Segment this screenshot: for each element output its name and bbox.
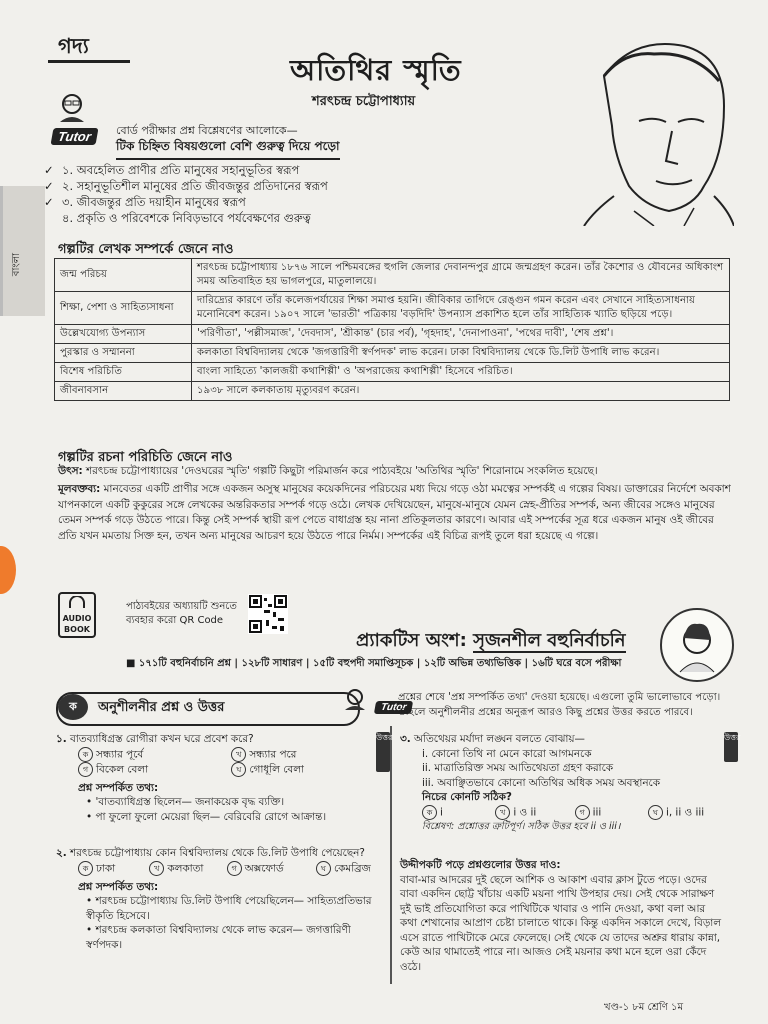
option[interactable]: গ বিকেল বেলা [78,762,228,777]
answer-tab: উত্তর [724,732,738,762]
option[interactable]: ঘ i, ii ও iii [648,805,704,820]
option[interactable]: ক i [422,805,492,820]
table-row: শিক্ষা, পেশা ও সাহিত্যসাধনা দারিদ্র্যের কারণে তাঁর কলেজপর্যায়ের শিক্ষা সমাপ্ত হয়নি। জীবিকার তাগিদে রেঙ্গুন গমন করেন এবং সেখানে সাহিত্যসাধনায় মনোনিবেশ করেন। ১৯০৭ সালে 'ভারতী' পত্রিকায় 'বড়দিদি' উপন্যাস প্রকাশিত হলে তাঁর সাহিত্যিক খ্যাতি ছড়িয়ে পড়ে। [55,292,730,325]
table-row: উল্লেখযোগ্য উপন্যাস 'পরিণীতা', 'পল্লীসমাজ', 'দেবদাস', 'শ্রীকান্ত' (চার পর্ব), 'গৃহদাহ', 'দেনাপাওনা', 'পথের দাবী', 'শেষ প্রশ্ন'। [55,325,730,344]
qr-code[interactable] [248,594,288,634]
source-paragraph: উৎস: শরৎচন্দ্র চট্টোপাধ্যায়ের 'দেওঘরের স্মৃতি' গল্পটি কিছুটা পরিমার্জন করে পাঠ্যবইয়ে 'অতিথির স্মৃতি' শিরোনামে সংকলিত হয়েছে। [58,465,598,477]
table-row: বিশেষ পরিচিতি বাংলা সাহিত্যে 'কালজয়ী কথাশিল্পী' ও 'অপরাজেয় কথাশিল্পী' হিসেবে পরিচিত। [55,363,730,382]
question-3: ৩. অতিথেয়র মর্যাদা লঙ্ঘন বলতে বোঝায়— i. কোনো তিথি না মেনে কারো আগমনকে ii. মাত্রাতিরিক্ত সময় আতিথেয়তা গ্রহণ করাকে iii. অবাঞ্ছিতভাবে কোনো অতিথির অধিক সময় অবস্থানকে নিচের কোনটি সঠিক? ক i খ i ও ii গ iii ঘ i, ii ও iii বিশ্লেষণ: প্রশ্নোত্তর ত্রুটিপূর্ণ। সঠিক উত্তর হবে ii ও iii। [400,732,716,834]
option[interactable]: খ i ও ii [495,805,571,820]
section-label: গদ্য [58,34,89,58]
author-info-table [54,258,730,401]
exercise-number-badge: ক [58,694,88,720]
table-row: পুরস্কার ও সম্মাননা কলকাতা বিশ্ববিদ্যালয় থেকে 'জগত্তারিণী স্বর্ণপদক' লাভ করেন। ঢাকা বিশ্ববিদ্যালয় থেকে ডি.লিট উপাধি লাভ করেন। [55,344,730,363]
option[interactable]: ঘ গোধূলি বেলা [231,762,304,777]
check-icon: ✓ [44,179,54,193]
headphones-icon [67,596,87,610]
checklist-item: ✓ ১. অবহেলিত প্রাণীর প্রতি মানুষের সহানুভূতির স্বরূপ [44,163,300,177]
question-2: ২. শরৎচন্দ্র চট্টোপাধ্যায় কোন বিশ্ববিদ্যালয় থেকে ডি.লিট উপাধি পেয়েছেন? ক ঢাকা খ কলকাতা গ অক্সফোর্ড ঘ কেমব্রিজ প্রশ্ন সম্পর্কিত তথ্য: • শরৎচন্দ্র চট্টোপাধ্যায় ডি.লিট উপাধি পেয়েছিলেন— সাহিত্যপ্রতিভার স্বীকৃতি হিসেবে। • শরৎচন্দ্র কলকাতা বিশ্ববিদ্যালয় থেকে লাভ করেন— জগত্তারিণী স্বর্ণপদক। [56,847,372,951]
tutor-note: প্রশ্নের শেষে 'প্রশ্ন সম্পর্কিত তথ্য' দেওয়া হয়েছে। এগুলো তুমি ভালোভাবে পড়ো। তাহলে অনুশীলনীর প্রশ্নের অনুরূপ আরও কিছু প্রশ্নের উত্তর করতে পারবে। [398,692,721,718]
option[interactable]: গ iii [575,805,645,820]
answer-note: বিশ্লেষণ: প্রশ্নোত্তর ত্রুটিপূর্ণ। সঠিক উত্তর হবে ii ও iii। [422,820,621,832]
page-footer: খণ্ড-১ ৮ম শ্রেণি ১ম [604,1002,683,1013]
table-row: জীবনাবসান ১৯৩৮ সালে কলকাতায় মৃত্যুবরণ করেন। [55,382,730,401]
about-author-heading: গল্পটির লেখক সম্পর্কে জেনে নাও [58,242,234,257]
side-tab-label: বাংলা [11,252,23,277]
option[interactable]: ঘ কেমব্রিজ [316,861,371,876]
tutor-mascot [52,92,114,142]
teacher-icon [340,688,370,710]
table-row: জন্ম পরিচয় শরৎচন্দ্র চট্টোপাধ্যায় ১৮৭৬ সালে পশ্চিমবঙ্গের হুগলি জেলার দেবানন্দপুর গ্রামে জন্মগ্রহণ করেন। তাঁর কৈশোর ও যৌবনের অধিকাংশ সময় অতিবাহিত হয় ভাগলপুরে, মাতুলালয়ে। [55,259,730,292]
option[interactable]: গ অক্সফোর্ড [227,861,313,876]
option[interactable]: খ সন্ধ্যার পরে [231,747,296,762]
checklist-item: ✓ ২. সহানুভূতিশীল মানুষের প্রতি জীবজন্তুর প্রতিদানের স্বরূপ [44,179,328,193]
question-1: ১. বাতব্যাধিগ্রস্ত রোগীরা কখন ঘরে প্রবেশ করে? ক সন্ধ্যার পূর্বে খ সন্ধ্যার পরে গ বিকেল বেলা ঘ গোধূলি বেলা প্রশ্ন সম্পর্কিত তথ্য: • 'বাতব্যাধিগ্রস্ত ছিলেন— জনাকয়েক বৃদ্ধ ব্যক্তি। • পা ফুলো ফুলো মেয়েরা ছিল— বেরিবেরি রোগে আক্রান্ত। [56,733,327,823]
check-icon: ✓ [44,195,54,209]
background-heading: গল্পটির রচনা পরিচিতি জেনে নাও [58,450,233,465]
practice-title: প্র্যাকটিস অংশ: সৃজনশীল বহুনির্বাচনি [356,630,626,651]
author-portrait [574,36,734,226]
chapter-side-tab [0,186,45,316]
tutor-badge: Tutor [374,701,414,714]
option[interactable]: খ কলকাতা [149,861,223,876]
column-divider [390,726,392,984]
practice-stats: ■ ১৭১টি বহুনির্বাচনি প্রশ্ন | ১২৮টি সাধারণ | ১৫টি বহুপদী সমাপ্তিসূচক | ১২টি অভিন্ন তথ্যভিত্তিক | ১৬টি ঘরে বসে পরীক্ষা [126,658,622,669]
student-illustration [660,608,734,682]
checklist-item: ৪. প্রকৃতি ও পরিবেশকে নিবিড়ভাবে পর্যবেক্ষণের গুরুত্ব [62,211,311,225]
checklist-item: ✓ ৩. জীবজন্তুর প্রতি দয়াহীন মানুষের স্বরূপ [44,195,246,209]
audio-instructions: পাঠ্যবইয়ের অধ্যায়টি শুনতে ব্যবহার করো QR Code [126,601,237,626]
passage: উদ্দীপকটি পড়ে প্রশ্নগুলোর উত্তর দাও: বাবা-মার আদরের দুই ছেলে আশিক ও আকাশ এবার ক্লাস টুতে পড়ে। ওদের বাবা একদিন ছোট্ট খাঁচায় একটি ময়না পাখি উপহার দেয়। সেই থেকে সারাক্ষণ দুই ভাই প্রতিযোগিতা করে পাখিটিকে খাবার ও পানি দেওয়া, কথা বলা আর কথা শেখানোর আপ্রাণ চেষ্টা চালাতে থাকে। কিন্তু একদিন সকালে দেখে, বিড়াল এসে রাতে পাখিটাকে মেরে ফেলেছে। সেই থেকে যে তাদের অশ্রুর ধারায় কান্না, কেউ আর থামাতেই পারে না। আজও সেই ময়নার কথা মনে হলে ওরা কেঁদে ওঠে। [400,859,722,973]
teacher-icon [52,92,92,122]
board-intro: বোর্ড পরীক্ষার প্রশ্ন বিশ্লেষণের আলোকে— [116,124,298,137]
option[interactable]: ক ঢাকা [78,861,146,876]
orange-marker [0,546,16,594]
main-idea-paragraph: মূলবক্তব্য: মানবেতর একটি প্রাণীর সঙ্গে একজন অসুস্থ মানুষের কয়েকদিনের পরিচয়ের মধ্য দিয়ে গড়ে ওঠা মমত্বের সম্পর্কই এ গল্পের বিষয়। ডাক্তারের নির্দেশে অবকাশ যাপনকালে একটি কুকুরের সঙ্গে লেখকের অন্তরিকতার সম্পর্ক গড়ে ওঠে। লেখক দেখিয়েছেন, মানুষে-মানুষে যেমন স্নেহ-প্রীতির সম্পর্ক, অন্য জীবের সঙ্গেও মানুষের তেমন সম্পর্ক গড়ে উঠতে পারে। কিন্তু সেই সম্পর্ক স্থায়ী রূপ পেতে বাধাগ্রস্ত হয় নানা প্রতিকূলতার কারণে। আবার এই সম্পর্কের সূত্র ধরে একজন মানুষ ওই জীবের প্রতি যখন মমতায় সিক্ত হন, তখন অন্য মানুষের আচরণ হয়ে উঠতে পারে নির্মম। সম্পর্কের এই বিচিত্র রূপই তুলে ধরা হয়েছে এ গল্পে। [58,483,731,542]
option[interactable]: ক সন্ধ্যার পূর্বে [78,747,228,762]
page-title: অতিথির স্মৃতি [290,53,462,87]
audio-book-badge: AUDIO BOOK [58,592,96,638]
board-instruction: টিক চিহ্নিত বিষয়গুলো বেশি গুরুত্ব দিয়ে পড়ো [116,138,340,160]
section-underline [48,60,130,63]
priority-checklist [44,162,564,226]
tutor-badge: Tutor [51,128,99,145]
check-icon: ✓ [44,163,54,177]
answer-tab: উত্তর [376,732,390,772]
exercise-title: অনুশীলনীর প্রশ্ন ও উত্তর [98,700,225,715]
author-name: শরৎচন্দ্র চট্টোপাধ্যায় [312,94,416,109]
